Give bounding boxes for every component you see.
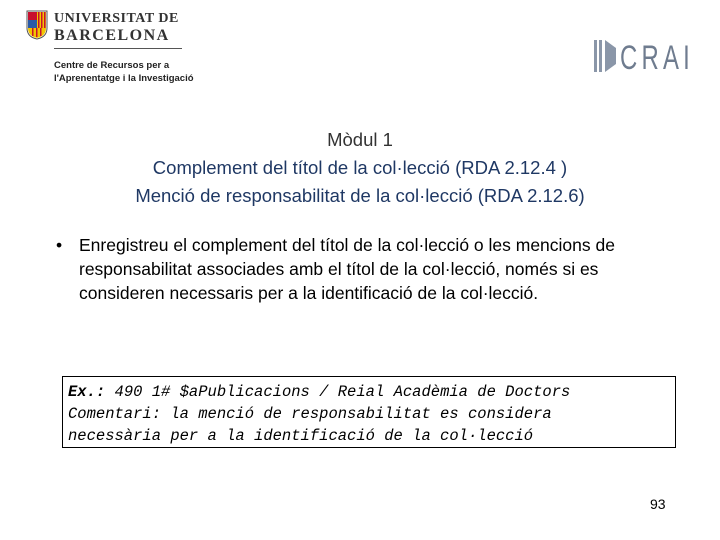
- bullet-text: Enregistreu el complement del títol de la col·lecció o les mencions de responsabilitat associades amb el títol de la col·lecció, només si es consideren necessaris per a la identificació de la col·lecció.: [79, 235, 615, 303]
- slide-title: [0, 126, 720, 210]
- module-title: Mòdul 1: [327, 129, 393, 150]
- bullet-marker: •: [56, 235, 63, 255]
- page-number: 93: [650, 496, 666, 512]
- crai-logo: [594, 38, 696, 77]
- logo-divider: [54, 48, 182, 49]
- university-name-line2: BARCELONA: [54, 27, 170, 44]
- example-marc-line: [68, 381, 670, 403]
- bullet-item: [56, 233, 656, 305]
- example-comment-line2: necessària per a la identificació de la col·lecció: [68, 427, 534, 445]
- crai-logo-text: CRAI: [620, 39, 694, 77]
- resource-center-line1: Centre de Recursos per a: [54, 60, 170, 71]
- example-box: [62, 376, 676, 448]
- title-line-2: Menció de responsabilitat de la col·lecció (RDA 2.12.6): [135, 185, 585, 206]
- example-marc-field: 490 1# $aPublicacions / Reial Acadèmia de Doctors: [105, 383, 571, 401]
- university-name-line1: UNIVERSITAT DE: [54, 11, 179, 26]
- example-comment-line1: Comentari: la menció de responsabilitat es considera: [68, 405, 552, 423]
- resource-center-line2: l'Aprenentatge i la Investigació: [54, 73, 194, 84]
- university-crest-icon: [26, 10, 48, 40]
- title-line-1: Complement del títol de la col·lecció (RDA 2.12.4 ): [152, 157, 568, 178]
- example-label: Ex.:: [68, 383, 106, 401]
- resource-center-name: [54, 59, 194, 85]
- university-logo: [26, 8, 226, 84]
